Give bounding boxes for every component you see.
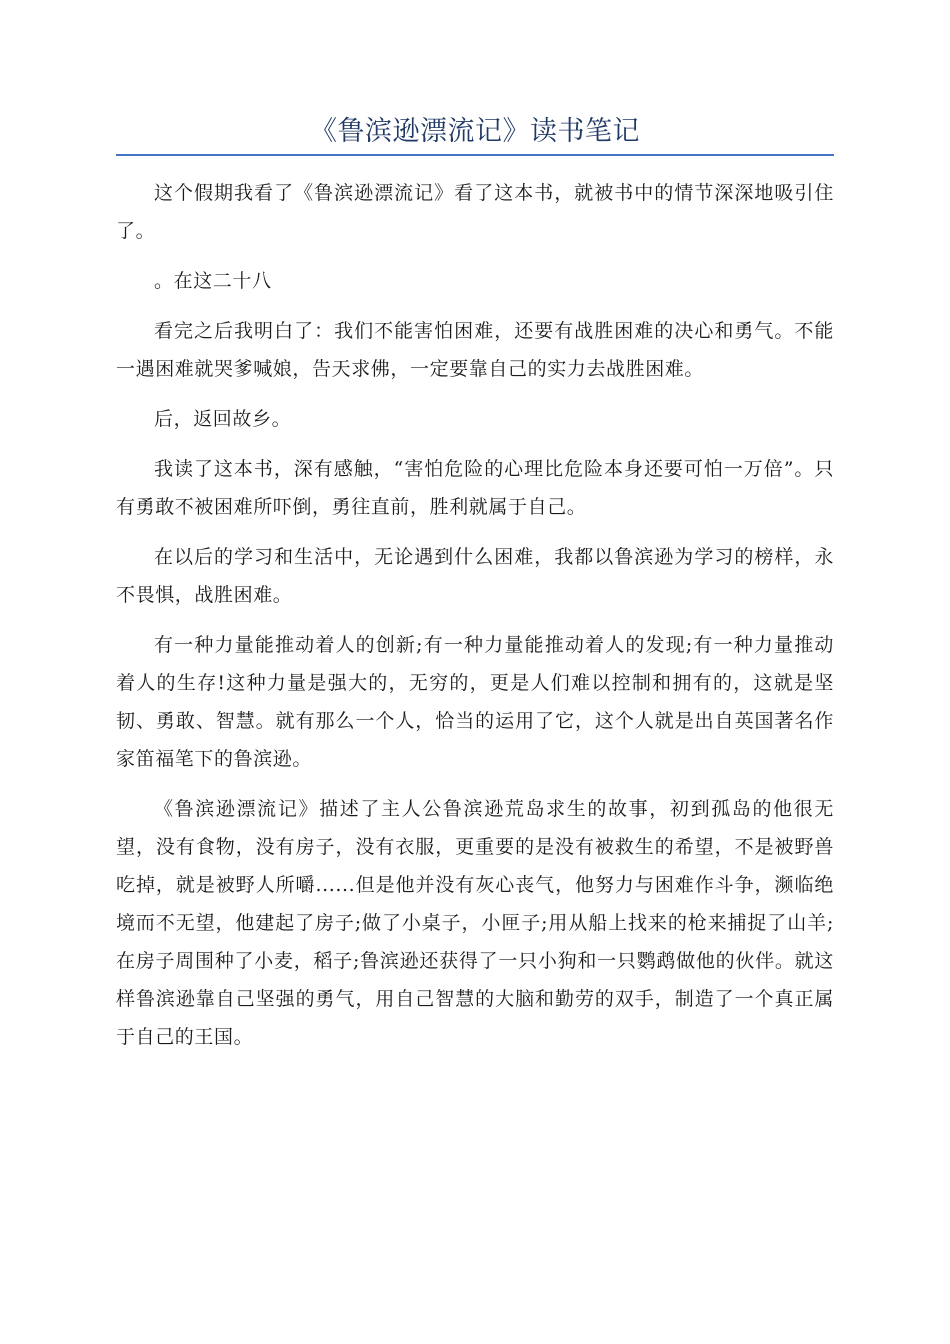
paragraph-4: 后，返回故乡。 xyxy=(154,408,292,430)
paragraph-8: 《鲁滨逊漂流记》描述了主人公鲁滨逊荒岛求生的故事，初到孤岛的他很无望，没有食物，没有房子，没有衣服，更重要的是没有被救生的希望，不是被野兽吃掉，就是被野人所嚼......但是他并没有灰心丧气，他努力与困难作斗争，濒临绝境而不无望，他建起了房子;做了小桌子，小匣子;用从船上找来的枪来捕捉了山羊;在房子周围种了小麦，稻子;鲁滨逊还获得了一只小狗和一只鹦鹉做他的伙伴。就这样鲁滨逊靠自己坚强的勇气，用自己智慧的大脑和勤劳的双手，制造了一个真正属于自己的王国。 xyxy=(116,798,834,1048)
paragraph-6: 在以后的学习和生活中，无论遇到什么困难，我都以鲁滨逊为学习的榜样，永不畏惧，战胜困难。 xyxy=(116,546,834,606)
paragraph-5: 我读了这本书，深有感触，“害怕危险的心理比危险本身还要可怕一万倍”。只有勇敢不被困难所吓倒，勇往直前，胜利就属于自己。 xyxy=(116,458,834,518)
paragraph-1: 这个假期我看了《鲁滨逊漂流记》看了这本书，就被书中的情节深深地吸引住了。 xyxy=(116,182,834,242)
paragraph-7: 有一种力量能推动着人的创新;有一种力量能推动着人的发现;有一种力量推动着人的生存!这种力量是强大的，无穷的，更是人们难以控制和拥有的，这就是坚韧、勇敢、智慧。就有那么一个人，恰当的运用了它，这个人就是出自英国著名作家笛福笔下的鲁滨逊。 xyxy=(116,634,834,770)
document-title: 《鲁滨逊漂流记》读书笔记 xyxy=(310,116,640,147)
paragraph-2: 。在这二十八 xyxy=(154,270,272,292)
paragraph-3: 看完之后我明白了：我们不能害怕困难，还要有战胜困难的决心和勇气。不能一遇困难就哭爹喊娘，告天求佛，一定要靠自己的实力去战胜困难。 xyxy=(116,320,834,380)
document-body xyxy=(116,174,834,1056)
document-page xyxy=(116,110,834,1068)
title-underline xyxy=(116,154,834,156)
